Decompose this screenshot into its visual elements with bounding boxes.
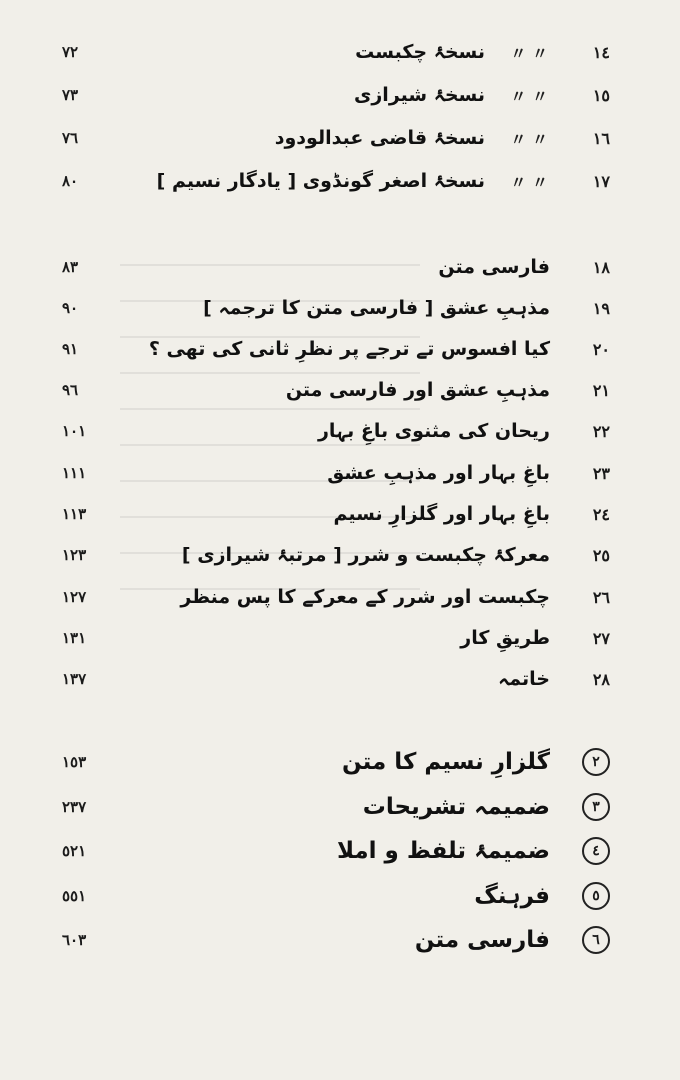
entry-number: ٢٣ <box>592 463 610 483</box>
entry-number: ٢٨ <box>592 669 610 689</box>
entry-title: مذہبِ عشق [ فارسی متن کا ترجمہ ] <box>203 297 550 319</box>
toc-section <box>40 923 610 957</box>
toc-entry <box>40 332 610 366</box>
page-number: ٩١ <box>62 340 79 358</box>
entry-number: ١٩ <box>592 298 610 318</box>
section-title: فرہنگ <box>474 883 550 909</box>
entry-title: خاتمہ <box>498 668 550 690</box>
entry-number: ١٥ <box>592 85 610 105</box>
page-number: ٦٠٣ <box>62 931 87 949</box>
toc-entry <box>40 164 610 198</box>
toc-entry <box>40 250 610 284</box>
entry-title: نسخۂ اصغر گونڈوی [ یادگار نسیم ] <box>156 170 485 192</box>
toc-entry <box>40 456 610 490</box>
page-number: ٧٢ <box>62 43 79 61</box>
page-number: ١١٣ <box>62 505 87 523</box>
page-number: ٩٠ <box>62 299 79 317</box>
entry-title: باغِ بہار اور مذہبِ عشق <box>327 462 550 484</box>
entry-number: ٢١ <box>592 380 610 400</box>
toc-section <box>40 879 610 913</box>
entry-number: ٢٢ <box>592 421 610 441</box>
page-number: ٥٢١ <box>62 842 87 860</box>
ditto-marks: 〃 〃 <box>510 43 548 63</box>
toc-entry <box>40 662 610 696</box>
toc-section <box>40 790 610 824</box>
toc-entry <box>40 78 610 112</box>
ditto-marks: 〃 〃 <box>510 86 548 106</box>
toc-section <box>40 834 610 868</box>
toc-entry <box>40 497 610 531</box>
toc-entry <box>40 373 610 407</box>
entry-title: چکبست اور شرر کے معرکے کا پس منظر <box>180 586 550 608</box>
page-number: ١١١ <box>62 464 87 482</box>
entry-number: ٢٠ <box>592 339 610 359</box>
entry-title: باغِ بہار اور گلزارِ نسیم <box>333 503 550 525</box>
section-title: ضمیمۂ تلفظ و املا <box>336 838 550 864</box>
entry-title: معرکۂ چکبست و شرر [ مرتبۂ شیرازی ] <box>181 544 550 566</box>
page-number: ٥٥١ <box>62 887 87 905</box>
section-number-circle: ٣ <box>582 793 610 821</box>
section-number-circle: ٦ <box>582 926 610 954</box>
page-number: ٨٠ <box>62 172 79 190</box>
entry-number: ١٦ <box>592 128 610 148</box>
page-number: ١٥٣ <box>62 753 87 771</box>
entry-title: نسخۂ چکبست <box>355 41 485 63</box>
entry-number: ١٨ <box>592 257 610 277</box>
section-number-circle: ٢ <box>582 748 610 776</box>
toc-entry <box>40 621 610 655</box>
entry-number: ٢٦ <box>592 587 610 607</box>
page-number: ٧٦ <box>62 129 79 147</box>
toc-entry <box>40 538 610 572</box>
entry-title: نسخۂ شیرازی <box>353 84 485 106</box>
section-title: ضمیمہ تشریحات <box>362 794 550 820</box>
toc-entry <box>40 291 610 325</box>
page-number: ١٣٧ <box>62 670 87 688</box>
toc-entry <box>40 414 610 448</box>
page-number: ٩٦ <box>62 381 79 399</box>
entry-number: ٢٤ <box>592 504 610 524</box>
entry-title: کیا افسوس تے ترجے پر نظرِ ثانی کی تھی ؟ <box>148 338 550 360</box>
entry-title: مذہبِ عشق اور فارسی متن <box>285 379 550 401</box>
section-title: گلزارِ نسیم کا متن <box>341 749 550 775</box>
page-number: ٢٣٧ <box>62 798 87 816</box>
entry-title: ریحان کی مثنوی باغِ بہار <box>317 420 550 442</box>
toc-entry <box>40 580 610 614</box>
page-number: ١٢٣ <box>62 546 87 564</box>
entry-title: نسخۂ قاضی عبدالودود <box>274 127 485 149</box>
entry-number: ١٤ <box>592 42 610 62</box>
section-number-circle: ٥ <box>582 882 610 910</box>
entry-number: ٢٧ <box>592 628 610 648</box>
entry-number: ٢٥ <box>592 545 610 565</box>
toc-entry <box>40 35 610 69</box>
section-number-circle: ٤ <box>582 837 610 865</box>
toc-section <box>40 745 610 779</box>
page-number: ١٣١ <box>62 629 87 647</box>
page-number: ١٠١ <box>62 422 87 440</box>
ditto-marks: 〃 〃 <box>510 172 548 192</box>
entry-title: فارسی متن <box>438 256 550 278</box>
page-number: ١٢٧ <box>62 588 87 606</box>
section-title: فارسی متن <box>414 927 550 953</box>
page-number: ٨٣ <box>62 258 79 276</box>
entry-number: ١٧ <box>592 171 610 191</box>
ditto-marks: 〃 〃 <box>510 129 548 149</box>
entry-title: طریقِ کار <box>460 627 550 649</box>
page-number: ٧٣ <box>62 86 79 104</box>
toc-entry <box>40 121 610 155</box>
